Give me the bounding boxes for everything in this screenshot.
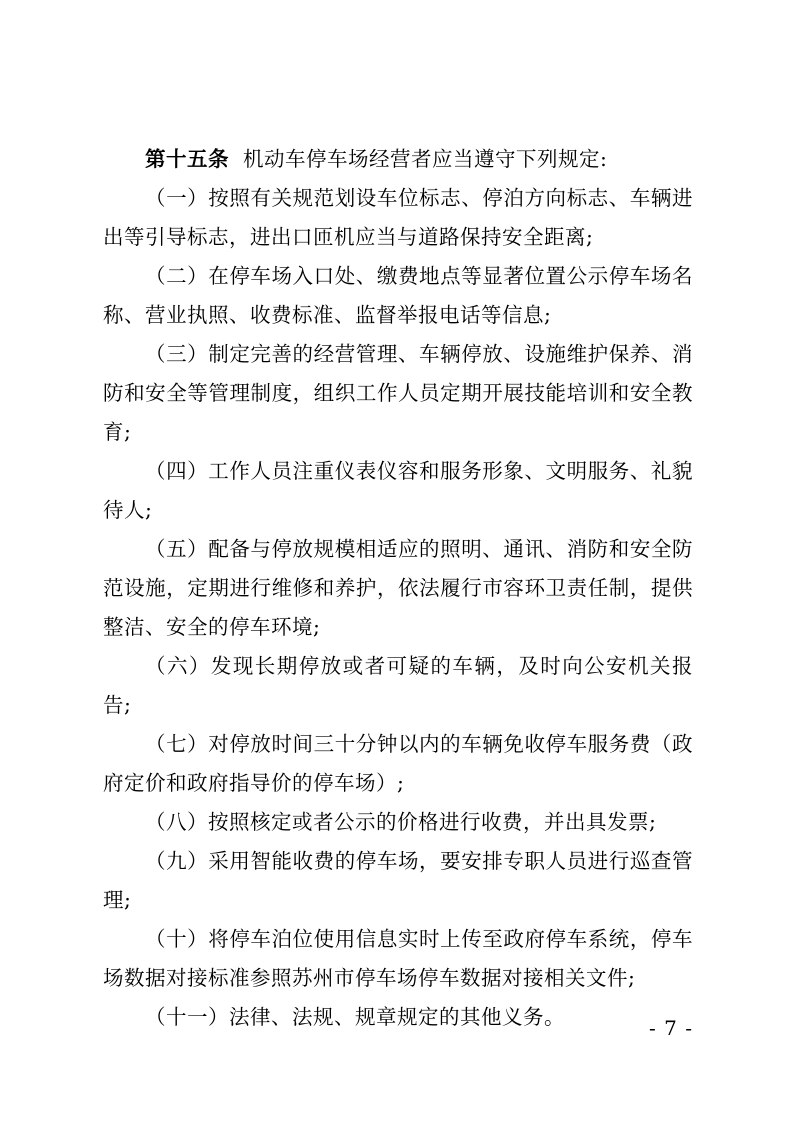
article-paragraph bbox=[103, 140, 693, 179]
item-11: （十一）法律、法规、规章规定的其他义务。 bbox=[145, 1005, 565, 1029]
item-8: （八）按照核定或者公示的价格进行收费，并出具发票; bbox=[145, 810, 657, 834]
item-5: （五）配备与停放规模相适应的照明、通讯、消防和安全防范设施，定期进行维修和养护，依法履行市容环卫责任制，提供整洁、安全的停车环境; bbox=[103, 537, 693, 639]
article-heading: 第十五条 bbox=[145, 147, 229, 171]
item-6: （六）发现长期停放或者可疑的车辆，及时向公安机关报告; bbox=[103, 654, 693, 717]
article-intro: 机动车停车场经营者应当遵守下列规定: bbox=[243, 147, 608, 171]
item-3: （三）制定完善的经营管理、车辆停放、设施维护保养、消防和安全等管理制度，组织工作人员定期开展技能培训和安全教育; bbox=[103, 342, 693, 444]
page-number: - 7 - bbox=[649, 1016, 693, 1040]
item-9: （九）采用智能收费的停车场，要安排专职人员进行巡查管理; bbox=[103, 849, 693, 912]
document-body bbox=[103, 140, 693, 1037]
item-2: （二）在停车场入口处、缴费地点等显著位置公示停车场名称、营业执照、收费标准、监督举报电话等信息; bbox=[103, 264, 693, 327]
item-4: （四）工作人员注重仪表仪容和服务形象、文明服务、礼貌待人; bbox=[103, 459, 693, 522]
item-1: （一）按照有关规范划设车位标志、停泊方向标志、车辆进出等引导标志，进出口匝机应当与道路保持安全距离; bbox=[103, 186, 693, 249]
item-10: （十）将停车泊位使用信息实时上传至政府停车系统，停车场数据对接标准参照苏州市停车场停车数据对接相关文件; bbox=[103, 927, 693, 990]
item-7: （七）对停放时间三十分钟以内的车辆免收停车服务费（政府定价和政府指导价的停车场）; bbox=[103, 732, 693, 795]
